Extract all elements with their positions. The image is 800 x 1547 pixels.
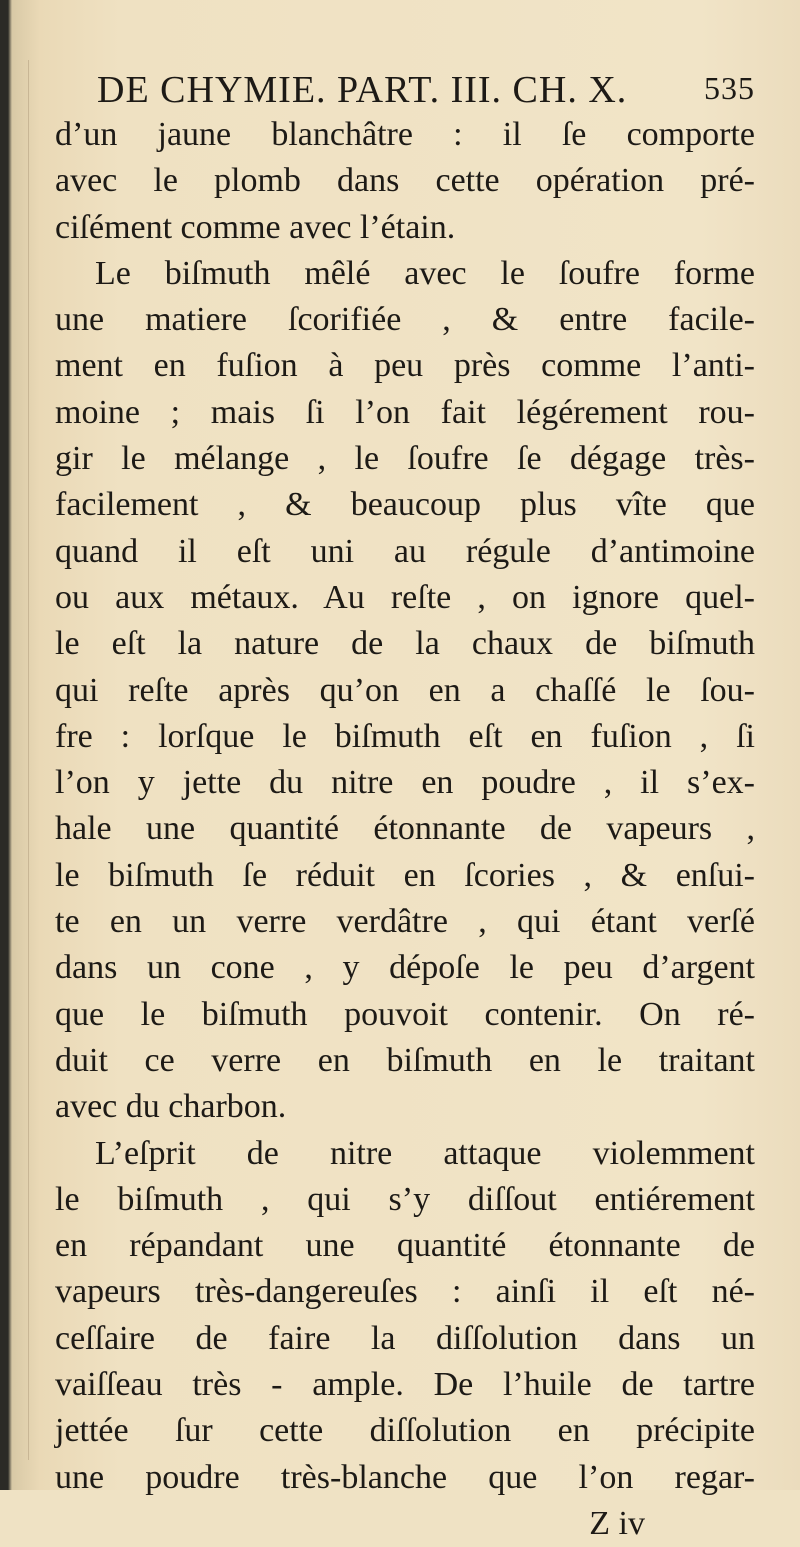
text-line: L’eſprit de nitre attaque violemment [95,1134,755,1172]
text-line: avec du charbon. [55,1088,287,1126]
text-line: en répandant une quantité étonnante de [55,1227,755,1265]
text-line: Le biſmuth mêlé avec le ſoufre forme [95,254,755,292]
text-line: jettée ſur cette diſſolution en précipite [55,1412,755,1450]
text-block [55,69,755,1547]
text-line: ceſſaire de faire la diſſolution dans un [55,1319,755,1357]
text-line: d’un jaune blanchâtre : il ſe comporte [55,116,755,153]
text-line: fre : lorſque le biſmuth eſt en fuſion , ſi [55,717,755,755]
text-line: dans un cone , y dépoſe le peu d’argent [55,949,755,987]
page-header [55,69,755,112]
text-line: facilement , & beaucoup plus vîte que [55,486,755,524]
text-line: moine ; mais ſi l’on fait légérement rou- [55,393,755,431]
text-line: ciſément comme avec l’étain. [55,208,456,246]
text-line: te en un verre verdâtre , qui étant verſé [55,903,755,941]
body-text [55,112,755,1501]
page-number: 535 [704,70,755,106]
gutter-shadow [28,60,29,1460]
text-line: avec le plomb dans cette opération pré- [55,162,755,200]
text-line: hale une quantité étonnante de vapeurs , [55,810,755,848]
text-line: vapeurs très-dangereuſes : ainſi il eſt né- [55,1273,755,1311]
text-line: une matiere ſcorifiée , & entre facile- [55,301,755,339]
text-line: l’on y jette du nitre en poudre , il s’ex- [55,764,755,802]
text-line: le biſmuth , qui s’y diſſout entiérement [55,1180,755,1218]
text-line: une poudre très-blanche que l’on regar- [55,1458,755,1496]
text-line: le eſt la nature de la chaux de biſmuth [55,625,755,663]
catchword: Z iv [589,1504,645,1542]
running-title: DE CHYMIE. PART. III. CH. X. [97,69,628,111]
text-line: ou aux métaux. Au reſte , on ignore quel- [55,578,755,616]
text-line: ment en fuſion à peu près comme l’anti- [55,347,755,385]
text-line: duit ce verre en biſmuth en le traitant [55,1041,755,1079]
text-line: que le biſmuth pouvoit contenir. On ré- [55,995,755,1033]
text-line: qui reſte après qu’on en a chaſſé le ſou- [55,671,755,709]
text-line: vaiſſeau très - ample. De l’huile de tartre [55,1366,755,1404]
text-line: quand il eſt uni au régule d’antimoine [55,532,755,570]
text-line: le biſmuth ſe réduit en ſcories , & enſui- [55,856,755,894]
text-line: gir le mélange , le ſoufre ſe dégage très- [55,440,755,478]
